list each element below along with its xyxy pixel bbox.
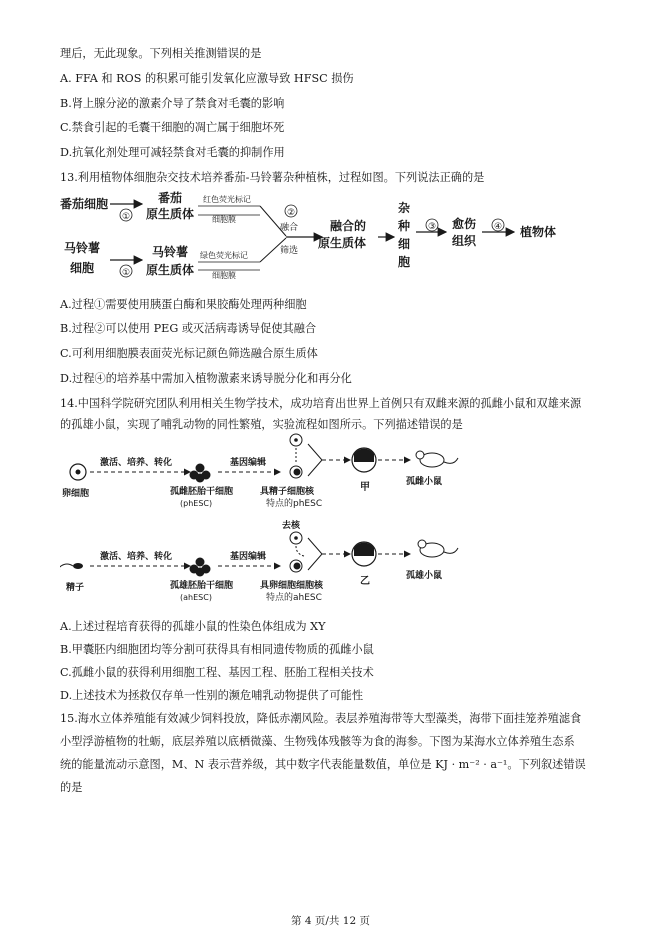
fused-protoplast-l1: 融合的: [330, 219, 367, 233]
q14-option-a: A.上述过程培育获得的孤雄小鼠的性染色体组成为 XY: [60, 620, 326, 633]
hybrid-char-4: 胞: [398, 255, 411, 269]
red-fluorescent-label: 红色荧光标记: [203, 195, 251, 204]
tomato-protoplast-l1: 番茄: [158, 191, 183, 205]
female-mouse-label: 孤雌小鼠: [406, 477, 443, 487]
q13-stem: 13.利用植物体细胞杂交技术培养番茄-马铃薯杂种植株，过程如图。下列说法正确的是: [60, 171, 485, 184]
potato-cell-l1: 马铃薯: [64, 241, 101, 255]
blastocyst-yi-icon: [352, 542, 376, 566]
q13-step1-bottom: ①: [122, 268, 131, 278]
q12-intro-tail: 理后，无此现象。下列相关推测错误的是: [60, 47, 262, 60]
q13-option-c: C.可利用细胞膜表面荧光标记颜色筛选融合原生质体: [60, 347, 318, 360]
egg-like-ahesc-l2: 特点的ahESC: [266, 593, 322, 603]
egg-bottom-small-icon: [290, 532, 302, 544]
callus-l1: 愈伤: [452, 217, 477, 231]
female-mouse-icon: [416, 451, 458, 467]
q12-option-a: A. FFA 和 ROS 的积累可能引发氧化应激导致 HFSC 损伤: [60, 72, 354, 85]
hybrid-char-3: 细: [398, 237, 411, 251]
plant-label: 植物体: [520, 225, 557, 239]
membrane-label-top: 细胞膜: [212, 215, 236, 224]
q12-option-c: C.禁食引起的毛囊干细胞的凋亡属于细胞坏死: [60, 121, 285, 134]
q13-diagram: [60, 190, 600, 290]
sperm-like-phesc-l2: 特点的phESC: [266, 499, 323, 509]
hybrid-char-2: 种: [398, 219, 411, 233]
egg-top-small-icon: [290, 434, 302, 446]
sperm-icon: [60, 563, 83, 570]
screening-label: 筛选: [280, 246, 299, 256]
ahesc-cluster-icon: [190, 558, 211, 577]
q15-stem-line3: 统的能量流动示意图，M、N 表示营养级，其中数字代表能量数值，单位是 KJ · m⁻² · a⁻¹。下列叙述错误: [60, 758, 586, 771]
denucleate-label: 去核: [282, 521, 301, 531]
q15-stem-line4: 的是: [60, 781, 83, 794]
q13-step3: ③: [428, 222, 437, 232]
sperm-like-phesc-l1: 具精子细胞核: [260, 487, 315, 497]
egg-cell-label: 卵细胞: [62, 489, 90, 499]
tomato-cell-label: 番茄细胞: [60, 197, 109, 211]
ahesc-label-l2: (ahESC): [180, 593, 212, 602]
q12-option-d: D.抗氧化剂处理可减轻禁食对毛囊的抑制作用: [60, 146, 285, 159]
q12-option-b: B.肾上腺分泌的激素介导了禁食对毛囊的影响: [60, 97, 285, 110]
tomato-protoplast-l2: 原生质体: [146, 207, 195, 221]
gene-edit-top-label: 基因编辑: [230, 458, 267, 468]
phesc-cluster-icon: [190, 464, 211, 483]
egg-like-ahesc-l1: 具卵细胞细胞核: [260, 581, 324, 591]
q13-step1-top: ①: [122, 212, 131, 222]
phesc-label-l2: (phESC): [180, 499, 213, 508]
edited-ahesc-icon: [290, 560, 302, 572]
q14-stem-line2: 的孤雄小鼠，实现了哺乳动物的同性繁殖，实验流程如图所示。下列描述错误的是: [60, 418, 463, 431]
membrane-label-bottom: 细胞膜: [212, 271, 236, 280]
gene-edit-bottom-label: 基因编辑: [230, 552, 267, 562]
hybrid-char-1: 杂: [398, 201, 411, 215]
green-fluorescent-label: 绿色荧光标记: [200, 251, 248, 260]
phesc-label-l1: 孤雌胚胎干细胞: [170, 487, 234, 497]
q13-step4: ④: [494, 222, 503, 232]
q14-diagram: [60, 432, 480, 614]
bottom-process-label: 激活、培养、转化: [100, 552, 173, 562]
q14-option-d: D.上述技术为拯救仅存单一性别的濒危哺乳动物提供了可能性: [60, 689, 364, 702]
jia-label: 甲: [360, 482, 370, 493]
male-mouse-label: 孤雄小鼠: [406, 571, 443, 581]
potato-protoplast-l1: 马铃薯: [152, 245, 189, 259]
q14-stem-line1: 14.中国科学院研究团队利用相关生物学技术，成功培育出世界上首例只有双雌来源的孤雌小鼠和双雄来源: [60, 397, 582, 410]
q13-option-a: A.过程①需要使用胰蛋白酶和果胶酶处理两种细胞: [60, 298, 307, 311]
egg-cell-icon: [70, 464, 86, 480]
yi-label: 乙: [360, 576, 370, 587]
potato-protoplast-l2: 原生质体: [146, 263, 195, 277]
q15-stem-line2: 小型浮游植物的牡蛎，底层养殖以底栖微藻、生物残体残骸等为食的海参。下图为某海水立体养殖生态系: [60, 735, 575, 748]
q14-option-c: C.孤雌小鼠的获得利用细胞工程、基因工程、胚胎工程相关技术: [60, 666, 374, 679]
male-mouse-icon: [418, 540, 458, 557]
q14-option-b: B.甲囊胚内细胞团均等分割可获得具有相同遗传物质的孤雌小鼠: [60, 643, 374, 656]
q15-stem-line1: 15.海水立体养殖能有效减少饲料投放，降低赤潮风险。表层养殖海带等大型藻类，海带下面挂笼养殖滤食: [60, 712, 582, 725]
page-footer: 第 4 页/共 12 页: [291, 915, 370, 927]
blastocyst-jia-icon: [352, 448, 376, 472]
potato-cell-l2: 细胞: [70, 261, 95, 275]
fusion-label: 融合: [280, 223, 299, 233]
sperm-label: 精子: [66, 583, 85, 593]
q13-option-b: B.过程②可以使用 PEG 或灭活病毒诱导促使其融合: [60, 322, 317, 335]
top-process-label: 激活、培养、转化: [100, 458, 173, 468]
edited-phesc-icon: [290, 466, 302, 478]
fused-protoplast-l2: 原生质体: [318, 236, 367, 250]
callus-l2: 组织: [452, 234, 477, 248]
q13-option-d: D.过程④的培养基中需加入植物激素来诱导脱分化和再分化: [60, 372, 352, 385]
ahesc-label-l1: 孤雄胚胎干细胞: [170, 581, 234, 591]
q13-step2: ②: [287, 208, 296, 218]
